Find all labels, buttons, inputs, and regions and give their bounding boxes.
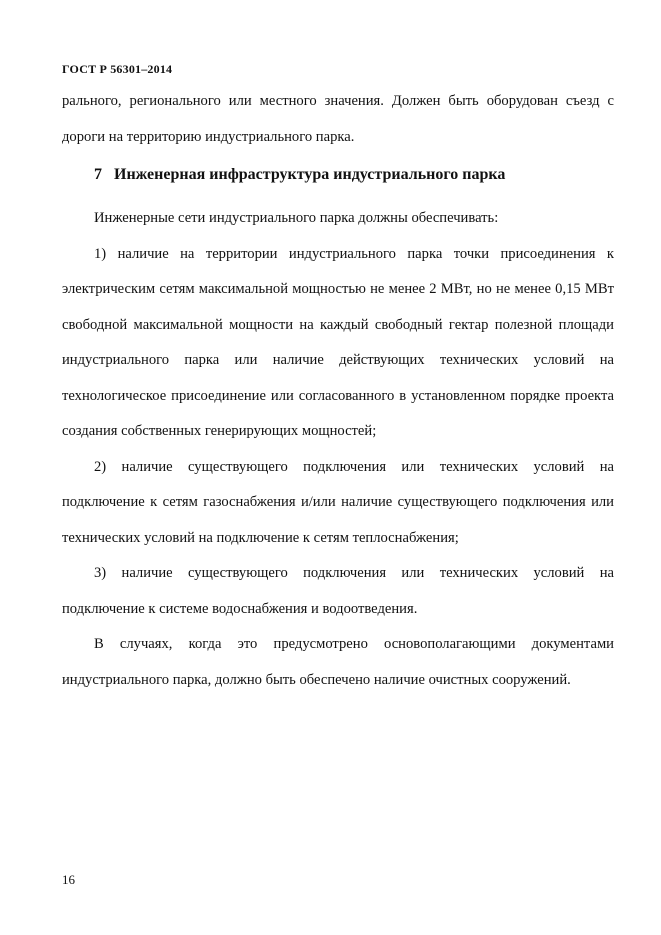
document-header: ГОСТ Р 56301–2014 xyxy=(62,62,173,76)
list-item-1: 1) наличие на территории индустриального парка точки присоединения к электрическим сетям максимальной мощностью не менее 2 МВт, но не менее 0,15 МВт свободной максимальной мощности на каждый свободный гектар полезной площади индустриального парка или наличие действующих технических условий на технологическое присоединение или согласованного в установленном порядке проекта создания собственных генерирующих мощностей; xyxy=(62,245,614,439)
intro-text xyxy=(62,84,614,155)
paragraph-closing: В случаях, когда это предусмотрено основополагающими документами индустриального парка, должно быть обеспечено наличие очистных сооружений. xyxy=(62,636,614,688)
paragraph-continuation: рального, регионального или местного значения. Должен быть оборудован съезд с дороги на территорию индустриального парка. xyxy=(62,93,614,145)
paragraph-intro: Инженерные сети индустриального парка должны обеспечивать: xyxy=(94,210,499,226)
section-heading xyxy=(94,166,505,184)
list-item-2: 2) наличие существующего подключения или технических условий на подключение к сетям газоснабжения и/или наличие существующего подключения или технических условий на подключение к сетям теплоснабжения; xyxy=(62,458,614,546)
list-item-3: 3) наличие существующего подключения или технических условий на подключение к системе водоснабжения и водоотведения. xyxy=(62,565,614,617)
page-number: 16 xyxy=(62,872,75,887)
section-number: 7 xyxy=(94,166,102,183)
section-body xyxy=(62,201,614,698)
section-title: Инженерная инфраструктура индустриального парка xyxy=(114,166,506,183)
